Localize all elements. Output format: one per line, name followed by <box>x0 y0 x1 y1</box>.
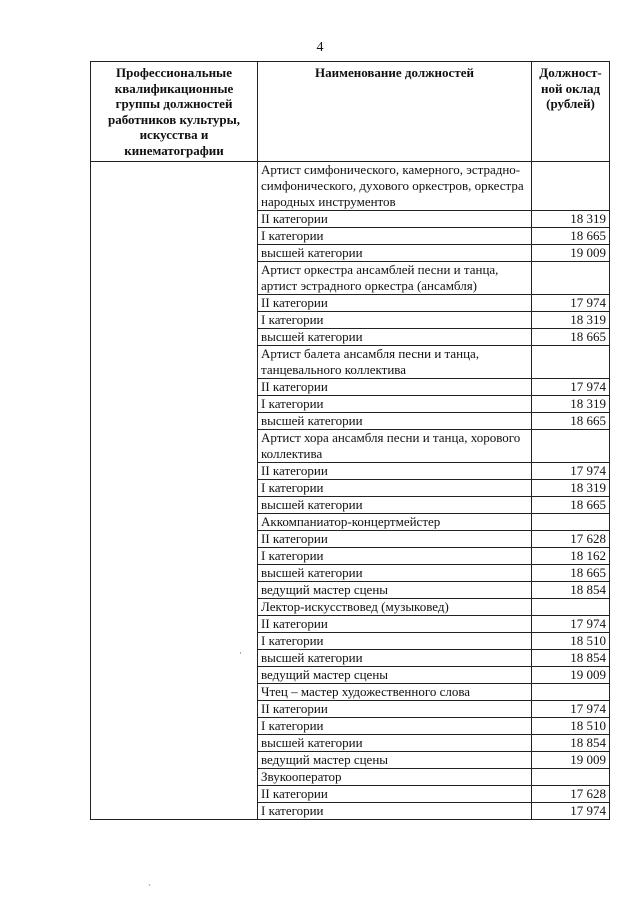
salary-value: 18 665 <box>532 413 610 430</box>
position-name: I категории <box>258 228 532 245</box>
position-name: Артист балета ансамбля песни и танца, танцевального коллектива <box>258 346 532 379</box>
salary-value: 17 628 <box>532 531 610 548</box>
group-cell <box>91 162 258 820</box>
position-name: высшей категории <box>258 413 532 430</box>
position-name: высшей категории <box>258 245 532 262</box>
position-name: I категории <box>258 548 532 565</box>
salary-value: 18 319 <box>532 396 610 413</box>
position-name: Артист оркестра ансамблей песни и танца, артист эстрадного оркестра (ансамбля) <box>258 262 532 295</box>
salary-value: 17 974 <box>532 295 610 312</box>
position-name: I категории <box>258 312 532 329</box>
position-name: Аккомпаниатор-концертмейстер <box>258 514 532 531</box>
position-name: II категории <box>258 701 532 718</box>
salary-value <box>532 346 610 379</box>
salary-value: 19 009 <box>532 667 610 684</box>
salary-value: 18 854 <box>532 582 610 599</box>
position-name: I категории <box>258 480 532 497</box>
salary-value: 18 665 <box>532 497 610 514</box>
salary-value: 17 974 <box>532 616 610 633</box>
position-name: I категории <box>258 718 532 735</box>
position-name: II категории <box>258 295 532 312</box>
salary-value: 18 665 <box>532 329 610 346</box>
position-name: I категории <box>258 396 532 413</box>
salary-value <box>532 430 610 463</box>
position-name: II категории <box>258 379 532 396</box>
salary-value: 18 510 <box>532 633 610 650</box>
position-name: высшей категории <box>258 650 532 667</box>
header-salary: Должност-ной оклад (рублей) <box>532 62 610 162</box>
position-name: высшей категории <box>258 497 532 514</box>
salary-value: 18 665 <box>532 228 610 245</box>
salary-value <box>532 262 610 295</box>
salary-value: 18 854 <box>532 650 610 667</box>
position-name: II категории <box>258 616 532 633</box>
salary-value <box>532 684 610 701</box>
position-name: II категории <box>258 211 532 228</box>
salary-table <box>90 61 610 820</box>
position-name: Артист хора ансамбля песни и танца, хорового коллектива <box>258 430 532 463</box>
salary-value: 19 009 <box>532 752 610 769</box>
salary-value: 17 974 <box>532 701 610 718</box>
salary-value <box>532 514 610 531</box>
scan-mark: · <box>239 648 242 658</box>
position-name: I категории <box>258 633 532 650</box>
salary-value: 19 009 <box>532 245 610 262</box>
position-name: ведущий мастер сцены <box>258 667 532 684</box>
position-name: II категории <box>258 463 532 480</box>
position-name: Чтец – мастер художественного слова <box>258 684 532 701</box>
salary-value <box>532 599 610 616</box>
position-name: Звукооператор <box>258 769 532 786</box>
position-name: II категории <box>258 786 532 803</box>
salary-value: 17 974 <box>532 379 610 396</box>
salary-value: 18 162 <box>532 548 610 565</box>
page-number: 4 <box>316 40 324 55</box>
table-row <box>91 162 610 211</box>
salary-value <box>532 162 610 211</box>
table-body <box>91 162 610 820</box>
salary-value: 17 974 <box>532 803 610 820</box>
position-name: I категории <box>258 803 532 820</box>
position-name: ведущий мастер сцены <box>258 752 532 769</box>
salary-value <box>532 769 610 786</box>
table-header-row <box>91 62 610 162</box>
position-name: Артист симфонического, камерного, эстрадно-симфонического, духового оркестров, оркестра народных инструментов <box>258 162 532 211</box>
header-group: Профессиональные квалификационные группы должностей работников культуры, искусства и кинематографии <box>91 62 258 162</box>
salary-value: 18 319 <box>532 211 610 228</box>
position-name: высшей категории <box>258 565 532 582</box>
position-name: высшей категории <box>258 735 532 752</box>
scan-mark: ` <box>148 883 151 893</box>
salary-value: 17 628 <box>532 786 610 803</box>
position-name: II категории <box>258 531 532 548</box>
salary-value: 18 319 <box>532 312 610 329</box>
salary-value: 18 854 <box>532 735 610 752</box>
position-name: ведущий мастер сцены <box>258 582 532 599</box>
salary-value: 18 319 <box>532 480 610 497</box>
salary-value: 17 974 <box>532 463 610 480</box>
header-position: Наименование должностей <box>258 62 532 162</box>
salary-value: 18 665 <box>532 565 610 582</box>
position-name: Лектор-искусствовед (музыковед) <box>258 599 532 616</box>
salary-value: 18 510 <box>532 718 610 735</box>
position-name: высшей категории <box>258 329 532 346</box>
